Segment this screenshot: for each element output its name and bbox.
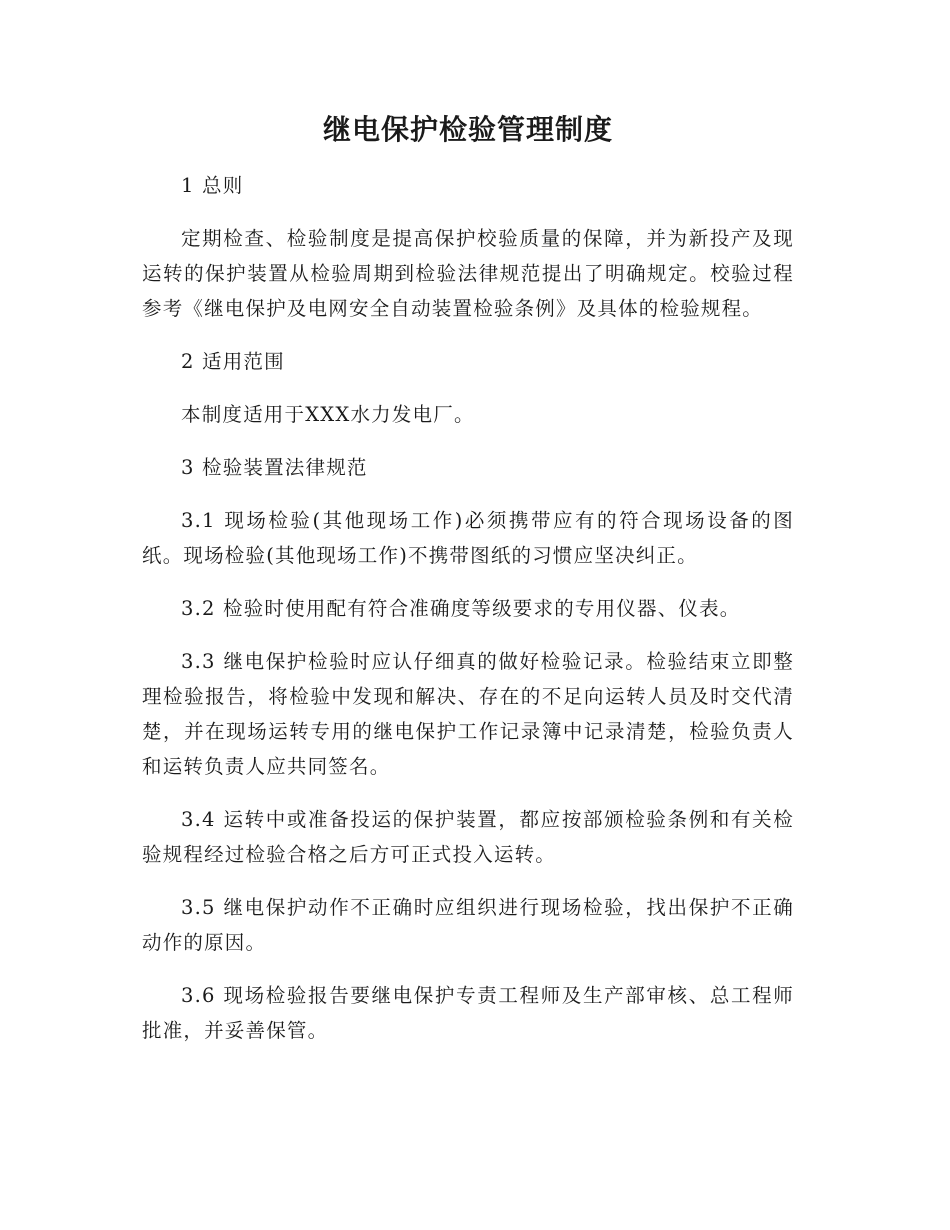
section-heading-regulations: 3 检验装置法律规范 — [181, 456, 368, 479]
section-heading-general: 1 总则 — [181, 174, 244, 197]
paragraph-clause-3-1: 3.1 现场检验(其他现场工作)必须携带应有的符合现场设备的图纸。现场检验(其他现场工作)不携带图纸的习惯应坚决纠正。 — [142, 509, 794, 567]
document-page — [142, 110, 794, 1066]
paragraph-clause-3-6: 3.6 现场检验报告要继电保护专责工程师及生产部审核、总工程师批准，并妥善保管。 — [142, 984, 794, 1042]
paragraph-scope-body: 本制度适用于XXX水力发电厂。 — [181, 403, 475, 426]
document-title: 继电保护检验管理制度 — [322, 113, 613, 146]
paragraph-clause-3-4: 3.4 运转中或准备投运的保护装置，都应按部颁检验条例和有关检验规程经过检验合格之后方可正式投入运转。 — [142, 808, 794, 866]
paragraph-clause-3-5: 3.5 继电保护动作不正确时应组织进行现场检验，找出保护不正确动作的原因。 — [142, 896, 794, 954]
section-heading-scope: 2 适用范围 — [181, 350, 285, 373]
paragraph-clause-3-2: 3.2 检验时使用配有符合准确度等级要求的专用仪器、仪表。 — [181, 597, 741, 620]
paragraph-clause-3-3: 3.3 继电保护检验时应认仔细真的做好检验记录。检验结束立即整理检验报告，将检验中发现和解决、存在的不足向运转人员及时交代清楚，并在现场运转专用的继电保护工作记录簿中记录清楚，检验负责人和运转负责人应共同签名。 — [142, 650, 794, 778]
paragraph-general-body: 定期检查、检验制度是提高保护校验质量的保障，并为新投产及现运转的保护装置从检验周期到检验法律规范提出了明确规定。校验过程参考《继电保护及电网安全自动装置检验条例》及具体的检验规程。 — [142, 227, 794, 320]
